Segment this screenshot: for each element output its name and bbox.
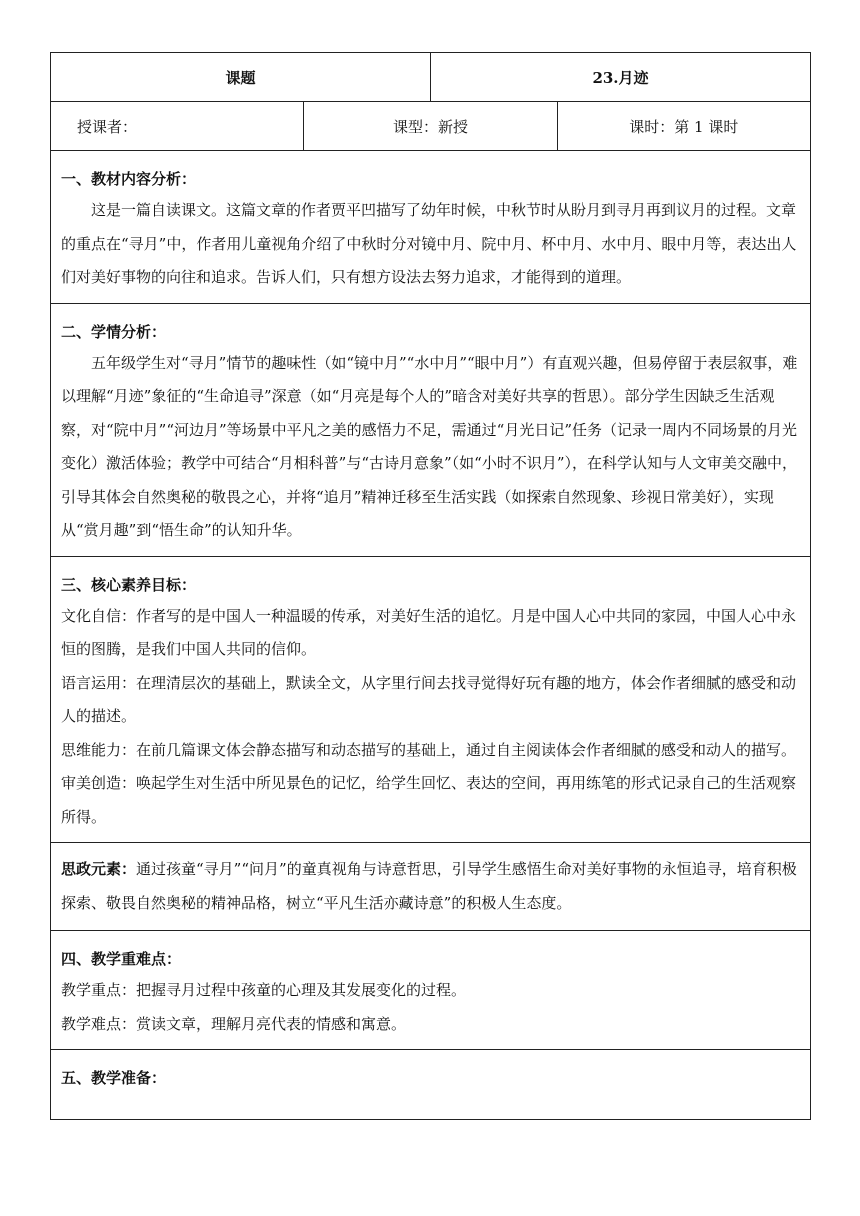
lesson-period: 课时：第 1 课时 <box>557 102 810 151</box>
section-heading: 五、教学准备： <box>61 1069 167 1087</box>
goal-aesthetic-creation: 审美创造：唤起学生对生活中所见景色的记忆，给学生回忆、表达的空间，再用练笔的形式记录自己的生活观察所得。 <box>61 774 797 826</box>
goal-cultural-confidence: 文化自信：作者写的是中国人一种温暖的传承，对美好生活的追忆。月是中国人心中共同的家园，中国人心中永恒的图腾，是我们中国人共同的信仰。 <box>61 606 797 658</box>
topic-label: 课题 <box>51 53 431 102</box>
section-text: 这是一篇自读课文。这篇文章的作者贾平凹描写了幼年时候，中秋节时从盼月到寻月再到议月的过程。文章的重点在“寻月”中，作者用儿童视角介绍了中秋时分对镜中月、院中月、杯中月、水中月、眼中月等，表达出人们对美好事物的向往和追求。告诉人们，只有想方设法去努力追求，才能得到的道理。 <box>61 201 797 286</box>
section-heading: 一、教材内容分析： <box>61 170 197 188</box>
section-key-points <box>51 931 811 1050</box>
title-row <box>51 53 811 102</box>
section-student-analysis <box>51 303 811 556</box>
section-preparation <box>51 1050 811 1120</box>
lesson-title: 23.月迹 <box>431 53 811 102</box>
section-heading: 二、学情分析： <box>61 322 167 341</box>
section-ideology <box>51 843 811 931</box>
lesson-plan-table <box>50 52 811 1120</box>
meta-row <box>51 102 811 151</box>
goal-thinking-ability: 思维能力：在前几篇课文体会静态描写和动态描写的基础上，通过自主阅读体会作者细腻的感受和动人的描写。 <box>61 740 797 759</box>
section-text: 五年级学生对“寻月”情节的趣味性（如“镜中月”“水中月”“眼中月”）有直观兴趣，但易停留于表层叙事，难以理解“月迹”象征的“生命追寻”深意（如“月亮是每个人的”暗含对美好共享的哲思）。部分学生因缺乏生活观察，对“院中月”“河边月”等场景中平凡之美的感悟力不足，需通过“月光日记”任务（记录一周内不同场景的月光变化）激活体验；教学中可结合“月相科普”与“古诗月意象”（如“小时不识月”），在科学认知与人文审美交融中，引导其体会自然奥秘的敬畏之心，并将“追月”精神迁移至生活实践（如探索自然现象、珍视日常美好），实现从“赏月趣”到“悟生命”的认知升华。 <box>61 353 798 539</box>
section-material-analysis <box>51 151 811 304</box>
teacher-label: 授课者： <box>51 102 304 151</box>
lesson-type: 课型：新授 <box>304 102 557 151</box>
ideology-paragraph <box>61 853 800 920</box>
ideology-text: 通过孩童“寻月”“问月”的童真视角与诗意哲思，引导学生感悟生命对美好事物的永恒追寻，培育积极探索、敬畏自然奥秘的精神品格，树立“平凡生活亦藏诗意”的积极人生态度。 <box>61 860 797 912</box>
goal-language-use: 语言运用：在理清层次的基础上，默读全文，从字里行间去找寻觉得好玩有趣的地方，体会作者细腻的感受和动人的描述。 <box>61 673 797 725</box>
difficult-point: 教学难点：赏读文章，理解月亮代表的情感和寓意。 <box>61 1014 407 1033</box>
ideology-label: 思政元素： <box>61 860 137 878</box>
section-heading: 三、核心素养目标： <box>61 575 197 594</box>
section-heading: 四、教学重难点： <box>61 950 182 968</box>
section-core-goals <box>51 556 811 843</box>
key-point: 教学重点：把握寻月过程中孩童的心理及其发展变化的过程。 <box>61 981 467 999</box>
